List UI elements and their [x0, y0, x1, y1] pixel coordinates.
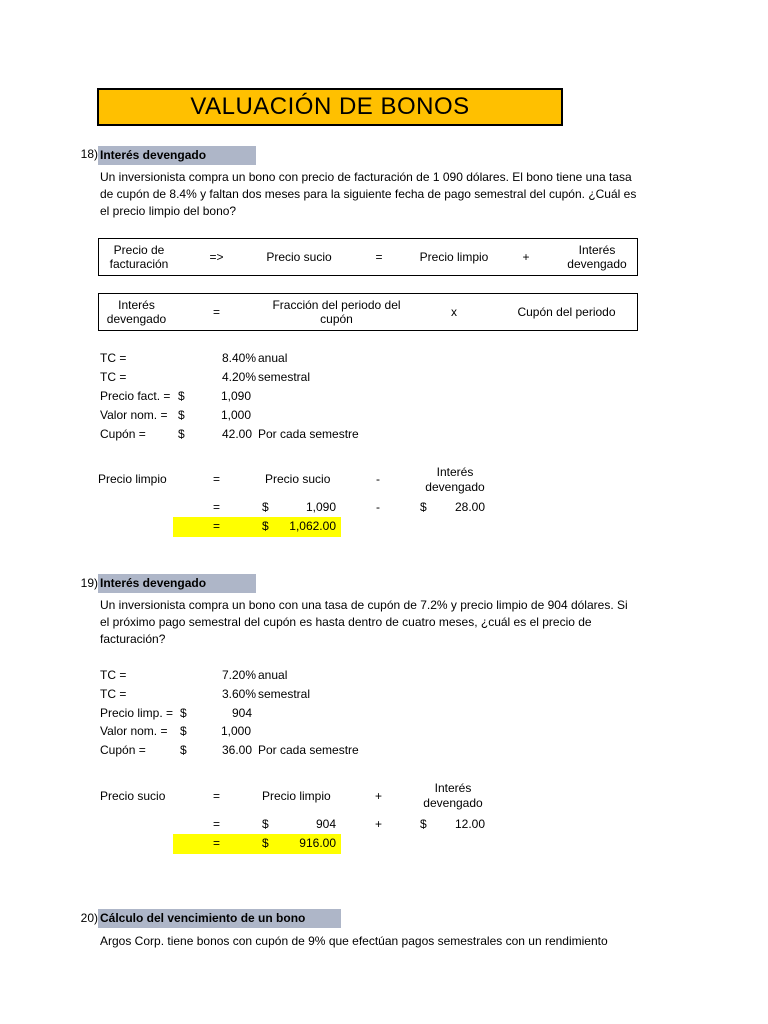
- currency-symbol: $: [180, 743, 187, 757]
- formula-term: Precio limpio: [419, 250, 489, 264]
- question-heading: Cálculo del vencimiento de un bono: [98, 909, 341, 928]
- calc-value: 12.00: [454, 817, 485, 831]
- calc-operator: =: [213, 789, 221, 803]
- var-label: Cupón =: [100, 427, 146, 441]
- question-number: 18): [80, 147, 98, 161]
- calc-result: 916.00: [299, 836, 336, 850]
- currency-symbol: $: [180, 706, 187, 720]
- var-value: 4.20%: [221, 370, 256, 384]
- var-label: Cupón =: [100, 743, 146, 757]
- currency-symbol: $: [420, 500, 427, 514]
- calc-operator: +: [375, 817, 383, 831]
- question-text: Un inversionista compra un bono con precio de facturación de 1 090 dólares. El bono tiene una tasa de cupón de 8.4% y faltan dos meses para la siguiente fecha de pago semestral del cupón. ¿Cuál es el precio limpio del bono?: [100, 170, 637, 218]
- var-label: Precio limp. =: [100, 706, 174, 720]
- currency-symbol: $: [262, 500, 269, 514]
- var-value: 1,090: [221, 389, 252, 403]
- var-unit: anual: [258, 351, 288, 365]
- calc-lhs: Precio limpio: [98, 472, 167, 486]
- currency-symbol: $: [262, 519, 269, 533]
- currency-symbol: $: [180, 724, 187, 738]
- calc-operator: =: [213, 836, 221, 850]
- var-value: 36.00: [221, 743, 252, 757]
- var-unit: anual: [258, 668, 288, 682]
- var-value: 8.40%: [221, 351, 256, 365]
- var-label: TC =: [100, 370, 127, 384]
- var-label: Precio fact. =: [100, 389, 171, 403]
- question-text: Un inversionista compra un bono con una tasa de cupón de 7.2% y precio limpio de 904 dólares. Si el próximo pago semestral del cupón es hasta dentro de cuatro meses, ¿cuál es el precio de facturación?: [100, 598, 628, 646]
- var-unit: Por cada semestre: [258, 743, 359, 757]
- var-value: 42.00: [221, 427, 252, 441]
- var-label: TC =: [100, 668, 127, 682]
- currency-symbol: $: [178, 427, 185, 441]
- currency-symbol: $: [420, 817, 427, 831]
- calc-term: Interés devengado: [425, 465, 485, 494]
- calc-operator: =: [213, 817, 221, 831]
- var-value: 7.20%: [221, 668, 256, 682]
- formula-operator: =>: [209, 250, 224, 264]
- calc-operator: =: [213, 472, 221, 486]
- calc-operator: -: [376, 500, 380, 514]
- var-value: 1,000: [221, 408, 252, 422]
- formula-box-invoice-price: [98, 238, 638, 276]
- calc-term: Precio sucio: [265, 472, 331, 486]
- question-number: 19): [80, 576, 98, 590]
- page-title: VALUACIÓN DE BONOS: [97, 88, 563, 126]
- var-label: TC =: [100, 687, 127, 701]
- formula-operator: +: [522, 250, 530, 264]
- formula-operator: =: [212, 305, 220, 319]
- calc-operator: =: [213, 519, 221, 533]
- var-label: Valor nom. =: [100, 724, 168, 738]
- var-unit: Por cada semestre: [258, 427, 359, 441]
- currency-symbol: $: [262, 817, 269, 831]
- var-value: 904: [231, 706, 252, 720]
- calc-value: 904: [315, 817, 336, 831]
- formula-operator: =: [375, 250, 383, 264]
- currency-symbol: $: [262, 836, 269, 850]
- question-heading: Interés devengado: [98, 574, 256, 593]
- formula-term: Precio sucio: [266, 250, 332, 264]
- var-unit: semestral: [258, 687, 311, 701]
- calc-result: 1,062.00: [289, 519, 336, 533]
- calc-value: 1,090: [305, 500, 336, 514]
- question-number: 20): [80, 911, 98, 925]
- formula-term: Precio de facturación: [109, 243, 169, 271]
- formula-term: Interés devengado: [106, 298, 167, 326]
- var-label: Valor nom. =: [100, 408, 168, 422]
- calc-value: 28.00: [454, 500, 485, 514]
- calc-operator: -: [376, 472, 380, 486]
- calc-operator: +: [375, 789, 383, 803]
- calc-term: Interés devengado: [423, 781, 483, 810]
- formula-term: Fracción del periodo del cupón: [272, 298, 401, 326]
- question-heading: Interés devengado: [98, 146, 256, 165]
- var-unit: semestral: [258, 370, 311, 384]
- var-value: 1,000: [221, 724, 252, 738]
- var-label: TC =: [100, 351, 127, 365]
- var-value: 3.60%: [221, 687, 256, 701]
- question-text: Argos Corp. tiene bonos con cupón de 9% que efectúan pagos semestrales con un rendimiento: [100, 934, 608, 948]
- currency-symbol: $: [178, 389, 185, 403]
- formula-term: Cupón del periodo: [517, 305, 616, 319]
- formula-operator: x: [451, 305, 457, 319]
- currency-symbol: $: [178, 408, 185, 422]
- formula-term: Interés devengado: [567, 243, 627, 271]
- calc-operator: =: [213, 500, 221, 514]
- formula-box-accrued-interest: [98, 293, 638, 331]
- calc-term: Precio limpio: [262, 789, 331, 803]
- calc-lhs: Precio sucio: [100, 789, 166, 803]
